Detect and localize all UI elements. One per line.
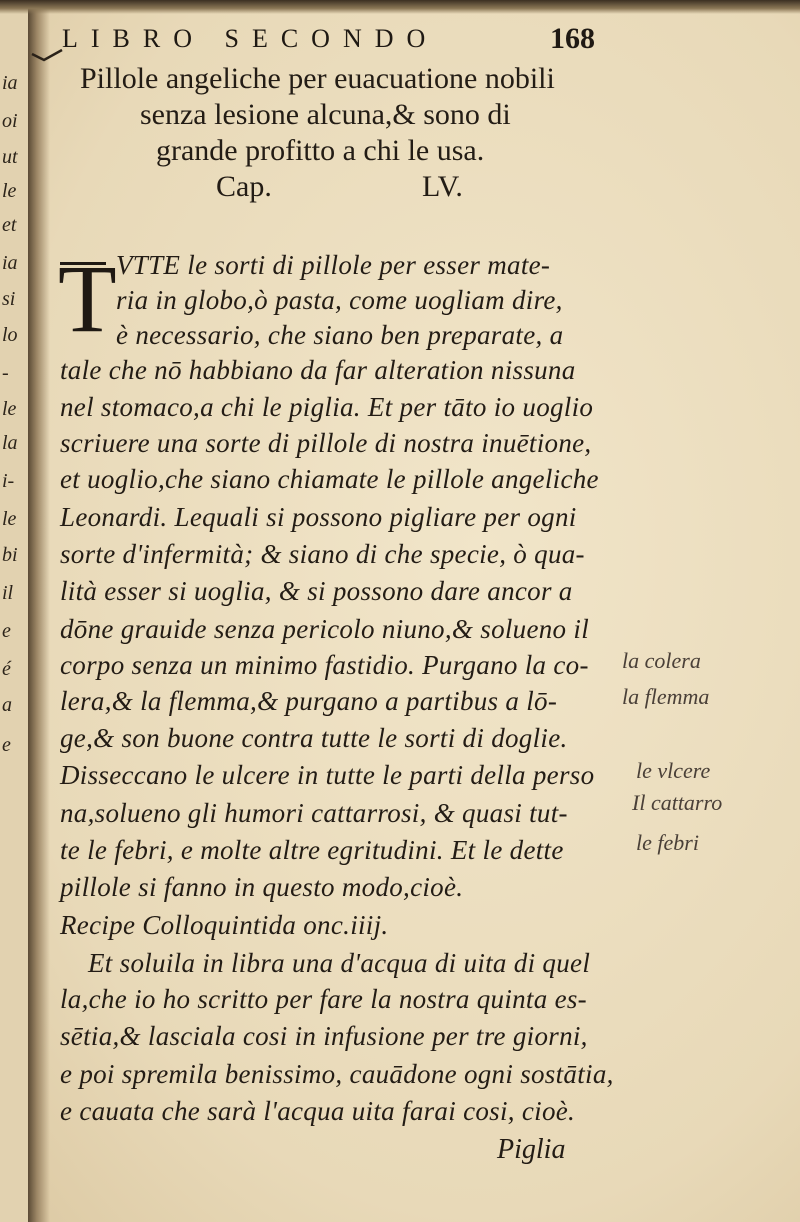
body-line: dōne grauide senza pericolo niuno,& solueno il [60, 614, 590, 644]
body-line: tale che nō habbiano da far alteration nissuna [60, 355, 576, 385]
facing-page-fragment: le [2, 398, 17, 420]
body-line: Et soluila in libra una d'acqua di uita di quel [88, 948, 591, 978]
body-line: sētia,& lasciala cosi in infusione per tre giorni, [60, 1021, 588, 1051]
facing-page-fragment: si [2, 288, 16, 310]
body-line: et uoglio,che siano chiamate le pillole angeliche [60, 464, 599, 494]
body-line: te le febri, e molte altre egritudini. Et le dette [60, 835, 564, 865]
facing-page-fragment: a [2, 694, 12, 716]
facing-page-fragment: il [2, 582, 14, 604]
facing-page-fragment: i- [2, 470, 15, 492]
body-line: sorte d'infermità; & siano di che specie, ò qua- [60, 539, 585, 569]
facing-page-edge [0, 0, 30, 1222]
facing-page-fragment: le [2, 180, 17, 202]
page-top-edge [0, 0, 800, 14]
facing-page-fragment: et [2, 214, 17, 236]
body-line: corpo senza un minimo fastidio. Purgano la co- [60, 650, 589, 680]
body-line: lità esser si uoglia, & si possono dare ancor a [60, 576, 573, 606]
marginal-annotation: la colera [622, 648, 701, 673]
facing-page-fragment: ia [2, 72, 18, 94]
body-line: e poi spremila benissimo, cauādone ogni sostātia, [60, 1059, 614, 1089]
facing-page-fragment: bi [2, 544, 18, 566]
page-number: 168 [550, 22, 595, 55]
chapter-label: Cap. [216, 170, 272, 203]
body-line: la,che io ho scritto per fare la nostra quinta es- [60, 984, 587, 1014]
body-line: ge,& son buone contra tutte le sorti di doglie. [60, 723, 568, 753]
body-line: è necessario, che siano ben preparate, a [116, 320, 564, 350]
running-head: LIBRO SECONDO [62, 24, 439, 53]
marginal-annotation: Il cattarro [632, 790, 723, 815]
facing-page-fragment: é [2, 658, 11, 680]
body-line: nel stomaco,a chi le piglia. Et per tāto io uoglio [60, 392, 594, 422]
body-line: scriuere una sorte di pillole di nostra inuētione, [60, 428, 592, 458]
chapter-title-line: Pillole angeliche per euacuatione nobili [80, 62, 555, 95]
facing-page-fragment: e [2, 734, 11, 756]
marginal-annotation: la flemma [622, 684, 710, 709]
body-line: lera,& la flemma,& purgano a partibus a lō- [60, 686, 558, 716]
facing-page-fragment: oi [2, 110, 18, 132]
pen-mark-icon [30, 48, 64, 62]
gutter-shadow [28, 0, 50, 1222]
facing-page-fragment: e [2, 620, 11, 642]
chapter-title-line: senza lesione alcuna,& sono di [140, 98, 511, 131]
recipe-line: Recipe Colloquintida onc.iiij. [60, 910, 389, 940]
catchword: Piglia [497, 1134, 566, 1165]
facing-page-fragment: lo [2, 324, 18, 346]
drop-cap: T [58, 245, 117, 352]
body-line: VTTE le sorti di pillole per esser mate- [116, 250, 551, 280]
marginal-annotation: le febri [636, 830, 699, 855]
body-line: Leonardi. Lequali si possono pigliare per ogni [60, 502, 577, 532]
body-line: na,solueno gli humori cattarrosi, & quasi tut- [60, 798, 568, 828]
facing-page-fragment: la [2, 432, 18, 454]
chapter-title-line: grande profitto a chi le usa. [156, 134, 485, 167]
body-line: ria in globo,ò pasta, come uogliam dire, [116, 285, 563, 315]
facing-page-fragment: ut [2, 146, 18, 168]
body-line: pillole si fanno in questo modo,cioè. [60, 872, 464, 902]
facing-page-fragment: ia [2, 252, 18, 274]
chapter-number: LV. [422, 170, 463, 203]
body-line: Disseccano le ulcere in tutte le parti della perso [60, 760, 595, 790]
body-line: e cauata che sarà l'acqua uita farai cosi, cioè. [60, 1096, 576, 1126]
facing-page-fragment: - [2, 362, 9, 384]
facing-page-fragment: le [2, 508, 17, 530]
marginal-annotation: le vlcere [636, 758, 711, 783]
